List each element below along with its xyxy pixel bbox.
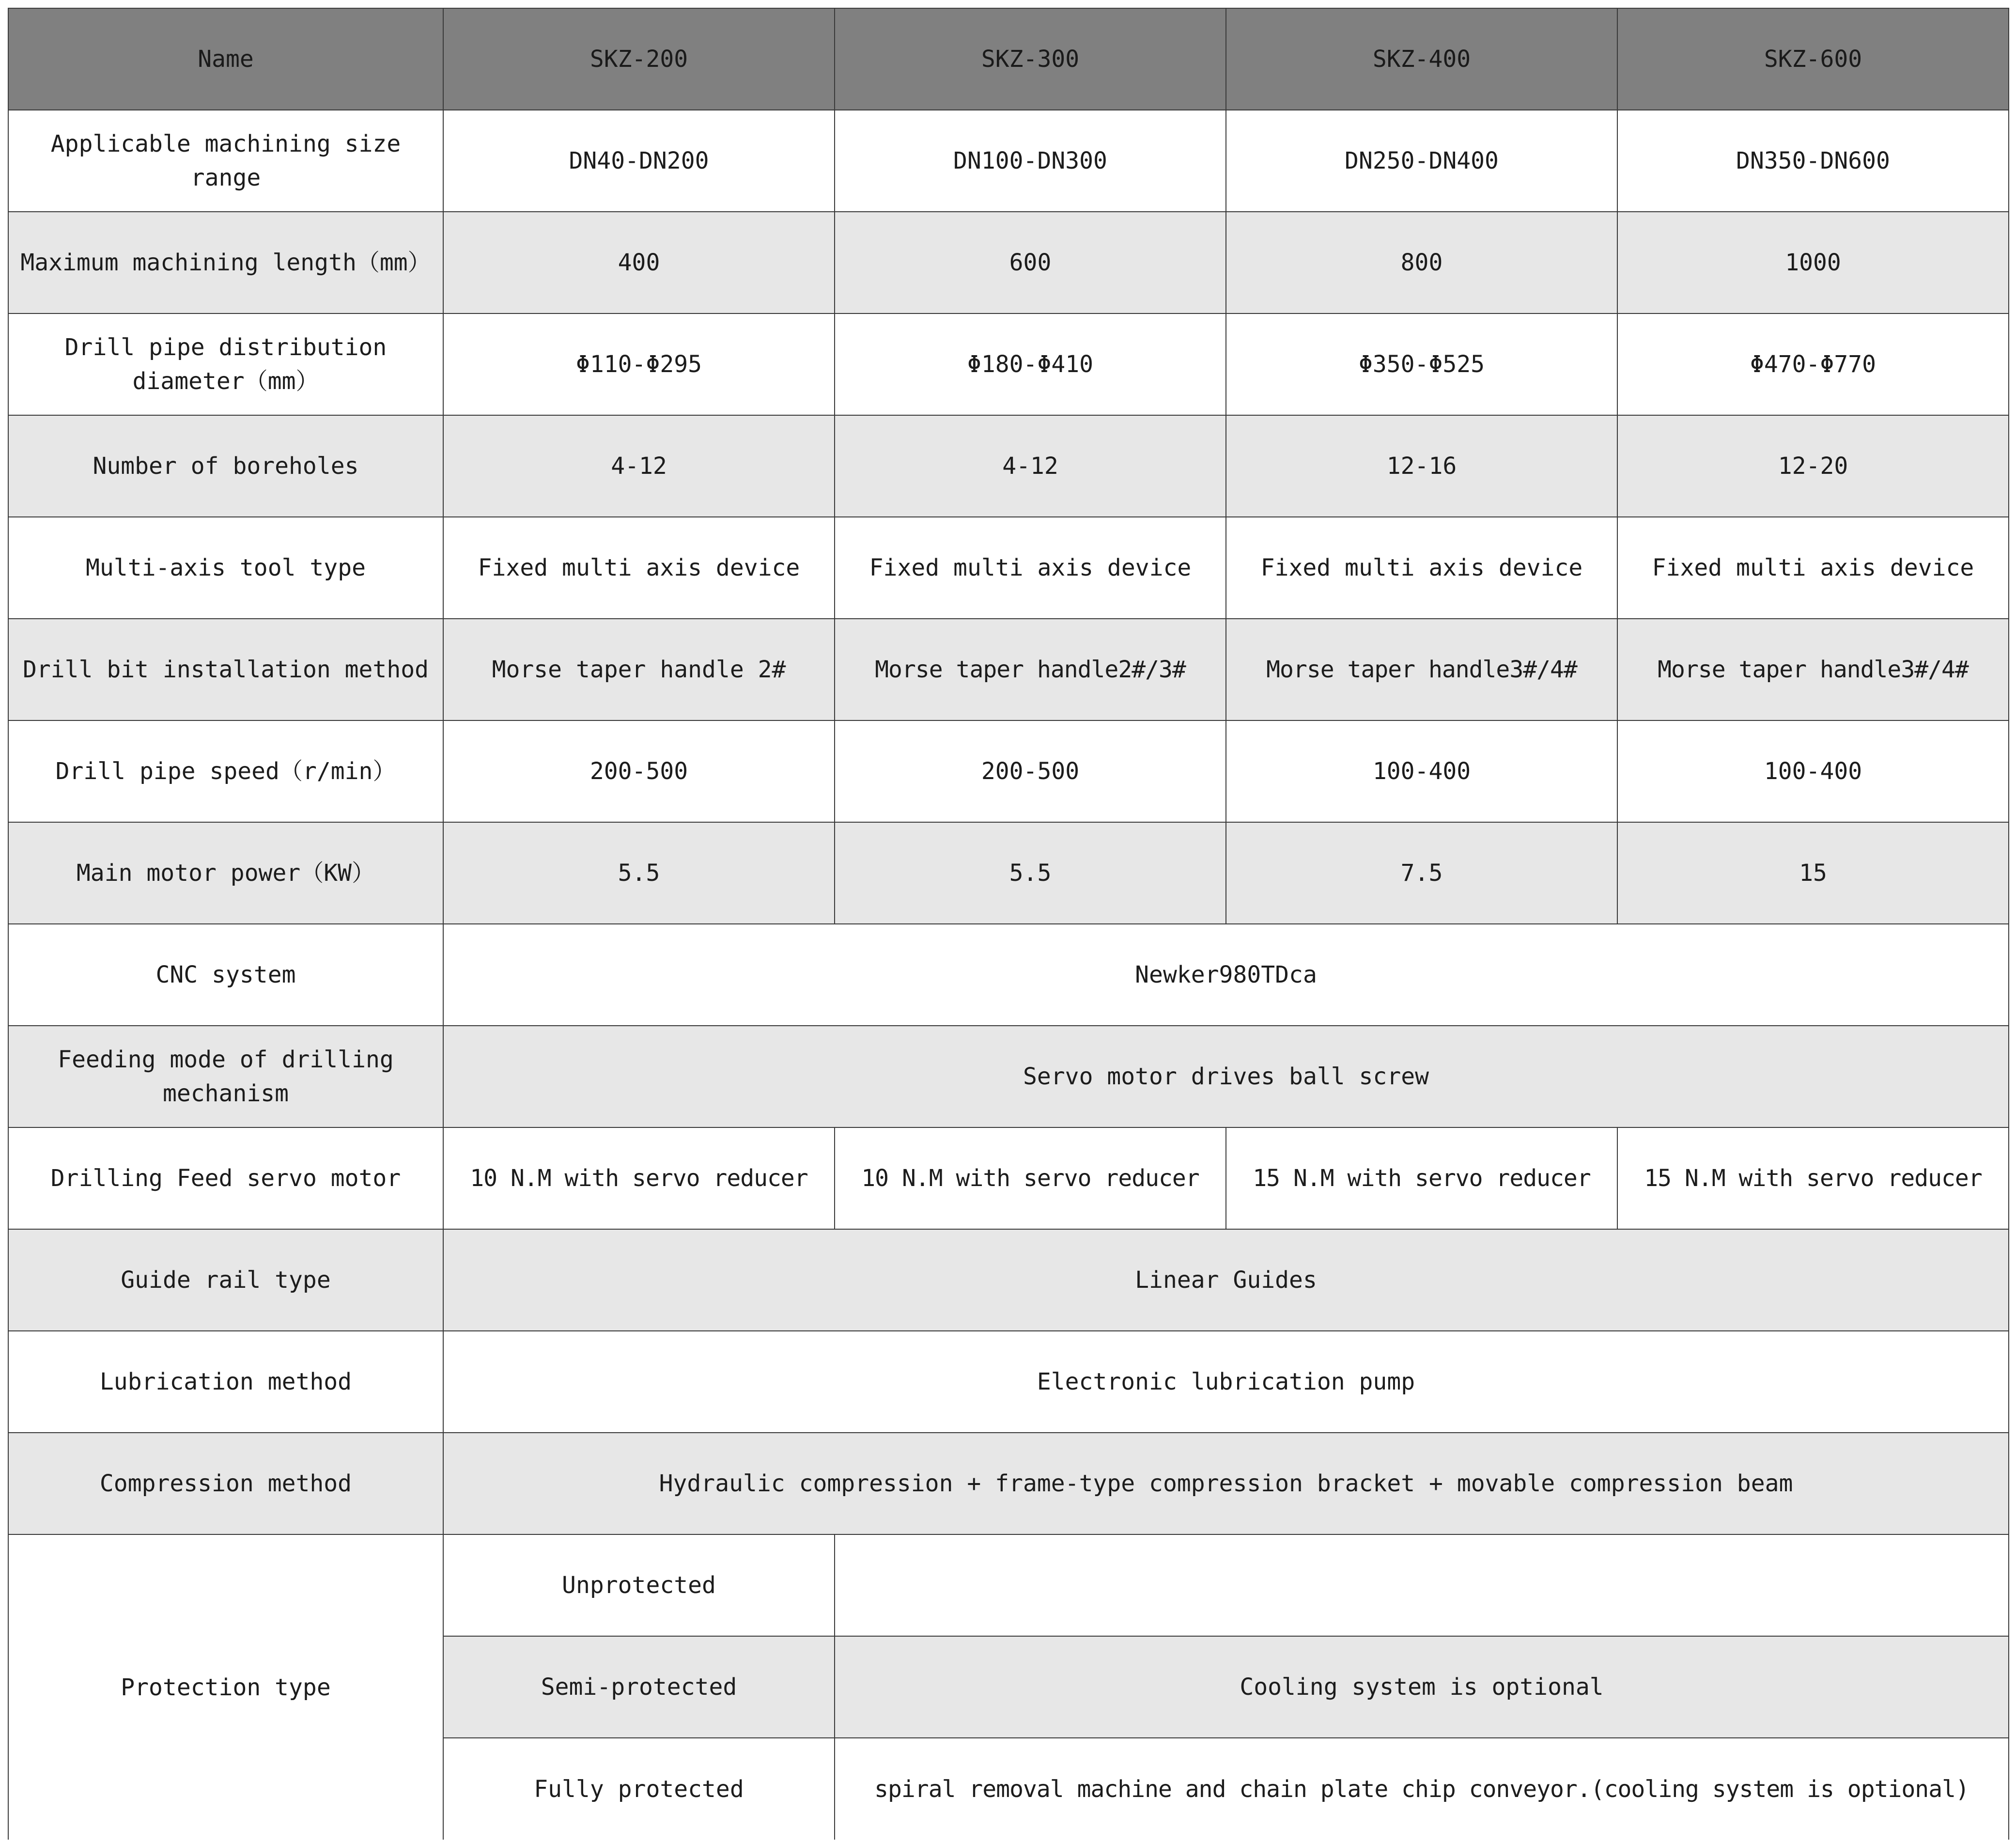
row-guide-rail <box>8 1229 2009 1331</box>
specification-table <box>8 8 2009 1840</box>
row-label: Drill pipe speed（r/min） <box>8 720 443 822</box>
table-cell: 200-500 <box>835 720 1226 822</box>
row-label: Number of boreholes <box>8 415 443 517</box>
table-cell: 10 N.M with servo reducer <box>443 1127 835 1229</box>
row-motor-power <box>8 822 2009 924</box>
table-cell: Fixed multi axis device <box>835 517 1226 619</box>
row-label: Drill pipe distribution diameter（mm） <box>8 313 443 415</box>
table-cell: Φ110-Φ295 <box>443 313 835 415</box>
table-cell-span: Linear Guides <box>443 1229 2009 1331</box>
table-cell: 4-12 <box>835 415 1226 517</box>
row-protection-unprotected <box>8 1534 2009 1636</box>
header-skz-200: SKZ-200 <box>443 8 835 110</box>
row-size-range <box>8 110 2009 212</box>
table-cell: Fixed multi axis device <box>1617 517 2009 619</box>
table-cell: 10 N.M with servo reducer <box>835 1127 1226 1229</box>
protection-option: Unprotected <box>443 1534 835 1636</box>
table-cell-span: Servo motor drives ball screw <box>443 1026 2009 1127</box>
protection-option: Fully protected <box>443 1738 835 1840</box>
protection-detail <box>835 1534 2009 1636</box>
row-tool-type <box>8 517 2009 619</box>
row-lubrication <box>8 1331 2009 1433</box>
header-skz-400: SKZ-400 <box>1226 8 1617 110</box>
row-label: Protection type <box>8 1534 443 1840</box>
row-label: Compression method <box>8 1433 443 1534</box>
table-cell: 7.5 <box>1226 822 1617 924</box>
row-label: Feeding mode of drilling mechanism <box>8 1026 443 1127</box>
table-cell: Morse taper handle 2# <box>443 619 835 720</box>
table-cell: Φ350-Φ525 <box>1226 313 1617 415</box>
row-label: CNC system <box>8 924 443 1026</box>
table-cell: 5.5 <box>835 822 1226 924</box>
table-cell: Morse taper handle3#/4# <box>1617 619 2009 720</box>
table-cell: 15 N.M with servo reducer <box>1617 1127 2009 1229</box>
row-label: Drilling Feed servo motor <box>8 1127 443 1229</box>
table-cell: DN100-DN300 <box>835 110 1226 212</box>
row-label: Main motor power（KW） <box>8 822 443 924</box>
table-cell: 100-400 <box>1617 720 2009 822</box>
row-boreholes <box>8 415 2009 517</box>
table-cell-span: Electronic lubrication pump <box>443 1331 2009 1433</box>
table-cell: DN350-DN600 <box>1617 110 2009 212</box>
table-cell: DN250-DN400 <box>1226 110 1617 212</box>
table-cell: Φ470-Φ770 <box>1617 313 2009 415</box>
table-cell: Morse taper handle2#/3# <box>835 619 1226 720</box>
table-cell: 400 <box>443 212 835 313</box>
row-label: Maximum machining length（mm） <box>8 212 443 313</box>
row-label: Lubrication method <box>8 1331 443 1433</box>
table-cell-span: Hydraulic compression + frame-type compression bracket + movable compression beam <box>443 1433 2009 1534</box>
row-label: Multi-axis tool type <box>8 517 443 619</box>
table-cell: 5.5 <box>443 822 835 924</box>
table-cell: Morse taper handle3#/4# <box>1226 619 1617 720</box>
protection-detail: spiral removal machine and chain plate chip conveyor.(cooling system is optional) <box>835 1738 2009 1840</box>
table-cell: DN40-DN200 <box>443 110 835 212</box>
table-cell: 12-16 <box>1226 415 1617 517</box>
row-compression <box>8 1433 2009 1534</box>
row-label: Guide rail type <box>8 1229 443 1331</box>
row-installation-method <box>8 619 2009 720</box>
table-cell: Φ180-Φ410 <box>835 313 1226 415</box>
header-skz-600: SKZ-600 <box>1617 8 2009 110</box>
table-cell: 4-12 <box>443 415 835 517</box>
protection-option: Semi-protected <box>443 1636 835 1738</box>
header-name: Name <box>8 8 443 110</box>
table-cell: Fixed multi axis device <box>443 517 835 619</box>
row-max-length <box>8 212 2009 313</box>
row-label: Applicable machining size range <box>8 110 443 212</box>
header-skz-300: SKZ-300 <box>835 8 1226 110</box>
protection-detail: Cooling system is optional <box>835 1636 2009 1738</box>
row-feeding-mode <box>8 1026 2009 1127</box>
table-cell-span: Newker980TDca <box>443 924 2009 1026</box>
table-header-row <box>8 8 2009 110</box>
row-cnc-system <box>8 924 2009 1026</box>
table-cell: 600 <box>835 212 1226 313</box>
table-cell: Fixed multi axis device <box>1226 517 1617 619</box>
table-cell: 15 <box>1617 822 2009 924</box>
row-servo-motor <box>8 1127 2009 1229</box>
table-cell: 200-500 <box>443 720 835 822</box>
table-cell: 800 <box>1226 212 1617 313</box>
table-cell: 12-20 <box>1617 415 2009 517</box>
table-cell: 15 N.M with servo reducer <box>1226 1127 1617 1229</box>
row-distribution-diameter <box>8 313 2009 415</box>
table-cell: 100-400 <box>1226 720 1617 822</box>
row-label: Drill bit installation method <box>8 619 443 720</box>
table-cell: 1000 <box>1617 212 2009 313</box>
row-pipe-speed <box>8 720 2009 822</box>
